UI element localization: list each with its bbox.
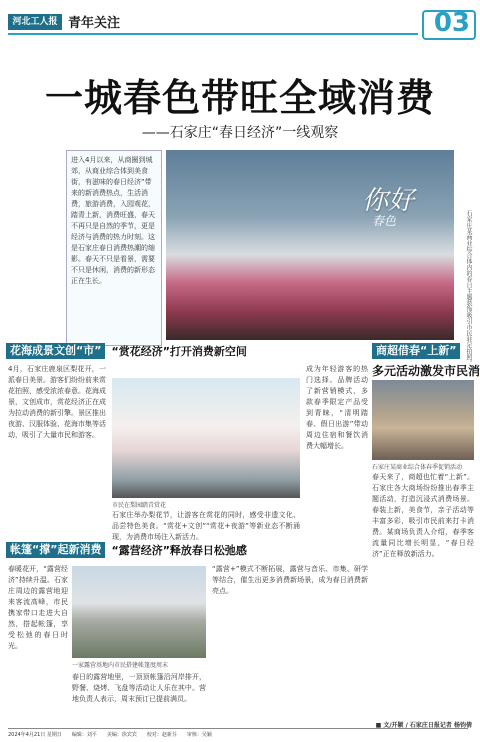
section2-tag: 商超借春“上新” (372, 343, 460, 359)
author-line: ■ 文/开颖 / 石家庄日报记者 杨钧倩 (375, 722, 472, 729)
section3-col2: 春日的露营地里，一顶顶帐篷沿河岸排开，野餐、烧烤、飞盘等活动让人乐在其中。营地负责人表示，周末预订已提前满员。 (72, 673, 206, 703)
section1-col1: 4月，石家庄鹿泉区梨花开，一派春日美景。游客们纷纷前来赏花拍照，感受浓浓春意。花海成景，文创成市，赏花经济正在成为拉动消费的新引擎。景区推出夜游、汉服体验、花海市集等活动，吸引了大量市民和游客。 (8, 365, 106, 439)
camping-photo-caption: 一家露营基地内市民搭建帐篷度周末 (72, 662, 169, 669)
section3-tag: 帐篷“撑”起新消费 (6, 542, 105, 558)
headline: 一城春色带旺全域消费 (44, 76, 435, 120)
section2-body: 春天来了，商超也忙着“上新”。石家庄各大商场纷纷推出春季主题活动，打造沉浸式消费场景。春装上新，美食节，亲子活动等丰富多彩，吸引市民前来打卡消费。某商场负责人介绍，春季客流量同比增长明显，“春日经济”正在释放新活力。 (372, 473, 474, 558)
footer-editor: 编辑：刘平 (71, 732, 97, 738)
section1-col3: 成为年轻游客的热门选择。品牌活动了新营销模式，多款春季限定产品受到青睐，“清明踏春、假日出游”带动周边住宿和餐饮消费大幅增长。 (306, 365, 368, 450)
section3-heading (6, 542, 372, 558)
footer-art: 美编：徐宾宾 (106, 732, 137, 738)
section-title: 青年关注 (68, 16, 121, 31)
camping-photo (72, 566, 206, 658)
footer-review: 审核：吴颖 (186, 732, 212, 738)
section2-title: 多元活动激发市民消 (372, 364, 480, 378)
lead-paragraph: 进入4月以来，从商圈到城郊，从商业综合体到美食街，有滋味的春日经济”带来的新消费热点，生活消费，旅游消费，入园观花，踏青上新，消费旺盛，春天不再只是自然的季节，更是经济与消费的热力时刻。这是石家庄春日消费热潮的缩影。春天不只是看景，需要不只是休闲，消费的新形态正在生长。 (66, 150, 162, 346)
subheadline: ——石家庄“春日经济”一线观察 (141, 125, 339, 141)
header-rule (8, 33, 418, 35)
section1-title: “赏花经济”打开消费新空间 (111, 345, 247, 358)
blossom-photo (112, 378, 300, 498)
blossom-photo-caption: 市民在梨园踏青赏花 (112, 502, 167, 509)
section3-title: “露营经济”释放春日松弛感 (111, 544, 247, 557)
page-footer (8, 728, 468, 738)
page-header (0, 0, 480, 40)
section1-heading (6, 343, 372, 359)
section3-col3: “露营+”模式不断拓展，露营与音乐、市集、研学等结合，催生出更多消费新场景，成为春日消费新亮点。 (212, 565, 368, 595)
photo-overlay-text: 你好 (361, 186, 414, 216)
page-number: 03 (433, 8, 470, 38)
footer-date: 2024年4月21日 星期日 (8, 732, 62, 738)
mall-photo (372, 380, 474, 460)
main-photo (166, 150, 454, 340)
main-photo-caption: 石家庄某商业综合体内的春日主题装饰吸引市民驻足拍照。 (465, 210, 472, 366)
photo-overlay-subtext: 春色 (371, 214, 396, 228)
section1-col2: 石家庄举办梨花节，让游客在赏花的同时，感受非遗文化、品尝特色美食。“赏花+文创”“赏花+夜游”等新业态不断涌现，为消费市场注入新活力。 (112, 511, 300, 541)
section1-tag: 花海成景文创“市” (6, 343, 105, 359)
mall-photo-caption: 石家庄某商业综合体春季促销活动 (372, 464, 463, 471)
newspaper-logo: 河北工人报 (8, 14, 62, 30)
section3-col1: 春暖花开，“露营经济”持续升温。石家庄周边的露营地迎来客流高峰，市民携家带口走进大自然，搭起帐篷，享受松弛的春日时光。 (8, 565, 68, 650)
footer-proof: 校对：赵新芬 (146, 732, 177, 738)
